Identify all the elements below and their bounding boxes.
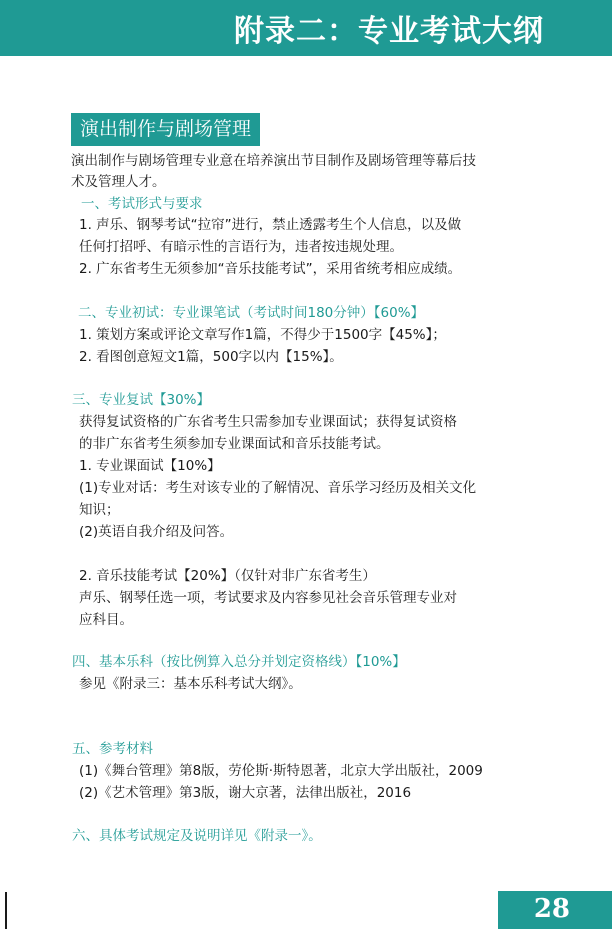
header-band <box>0 0 612 56</box>
list-item: 声乐、钢琴任选一项，考试要求及内容参见社会音乐管理专业对 <box>79 590 457 606</box>
footer-rule <box>5 892 7 929</box>
page-number-box <box>498 891 612 929</box>
page-number: 28 <box>533 894 570 924</box>
list-item: (2)《艺术管理》第3版，谢大京著，法律出版社，2016 <box>79 785 412 801</box>
list-item: 1. 声乐、钢琴考试“拉帘”进行，禁止透露考生个人信息，以及做 <box>79 217 462 233</box>
heading-retest: 三、专业复试【30%】 <box>72 392 211 408</box>
list-item: 的非广东省考生须参加专业课面试和音乐技能考试。 <box>79 436 390 452</box>
page-title: 附录二：专业考试大纲 <box>234 14 544 49</box>
section-title: 演出制作与剧场管理 <box>71 113 260 146</box>
list-item: 参见《附录三：基本乐科考试大纲》。 <box>79 676 302 692</box>
list-item: (1)《舞台管理》第8版，劳伦斯·斯特恩著，北京大学出版社，2009 <box>79 763 483 779</box>
list-item: 任何打招呼、有暗示性的言语行为，违者按违规处理。 <box>79 239 403 255</box>
list-item: 知识； <box>79 502 120 518</box>
list-item: 1. 专业课面试【10%】 <box>79 458 221 474</box>
heading-reference-materials: 五、参考材料 <box>72 741 153 757</box>
list-item: (1)专业对话：考生对该专业的了解情况、音乐学习经历及相关文化 <box>79 480 477 496</box>
intro-line: 术及管理人才。 <box>71 174 166 190</box>
list-item: 2. 看图创意短文1篇，500字以内【15%】。 <box>79 349 343 365</box>
heading-exam-format: 一、考试形式与要求 <box>81 196 203 212</box>
list-item: 2. 音乐技能考试【20%】（仅针对非广东省考生） <box>79 568 376 584</box>
list-item: 1. 策划方案或评论文章写作1篇，不得少于1500字【45%】； <box>79 327 446 343</box>
heading-basic-music: 四、基本乐科（按比例算入总分并划定资格线）【10%】 <box>72 654 406 670</box>
heading-exam-rules: 六、具体考试规定及说明详见《附录一》。 <box>72 828 322 844</box>
list-item: (2)英语自我介绍及问答。 <box>79 524 234 540</box>
list-item: 获得复试资格的广东省考生只需参加专业课面试；获得复试资格 <box>79 414 457 430</box>
intro-line: 演出制作与剧场管理专业意在培养演出节目制作及剧场管理等幕后技 <box>71 153 476 169</box>
list-item: 2. 广东省考生无须参加“音乐技能考试”，采用省统考相应成绩。 <box>79 261 462 277</box>
list-item: 应科目。 <box>79 612 133 628</box>
heading-preliminary-exam: 二、专业初试：专业课笔试（考试时间180分钟）【60%】 <box>78 305 425 321</box>
